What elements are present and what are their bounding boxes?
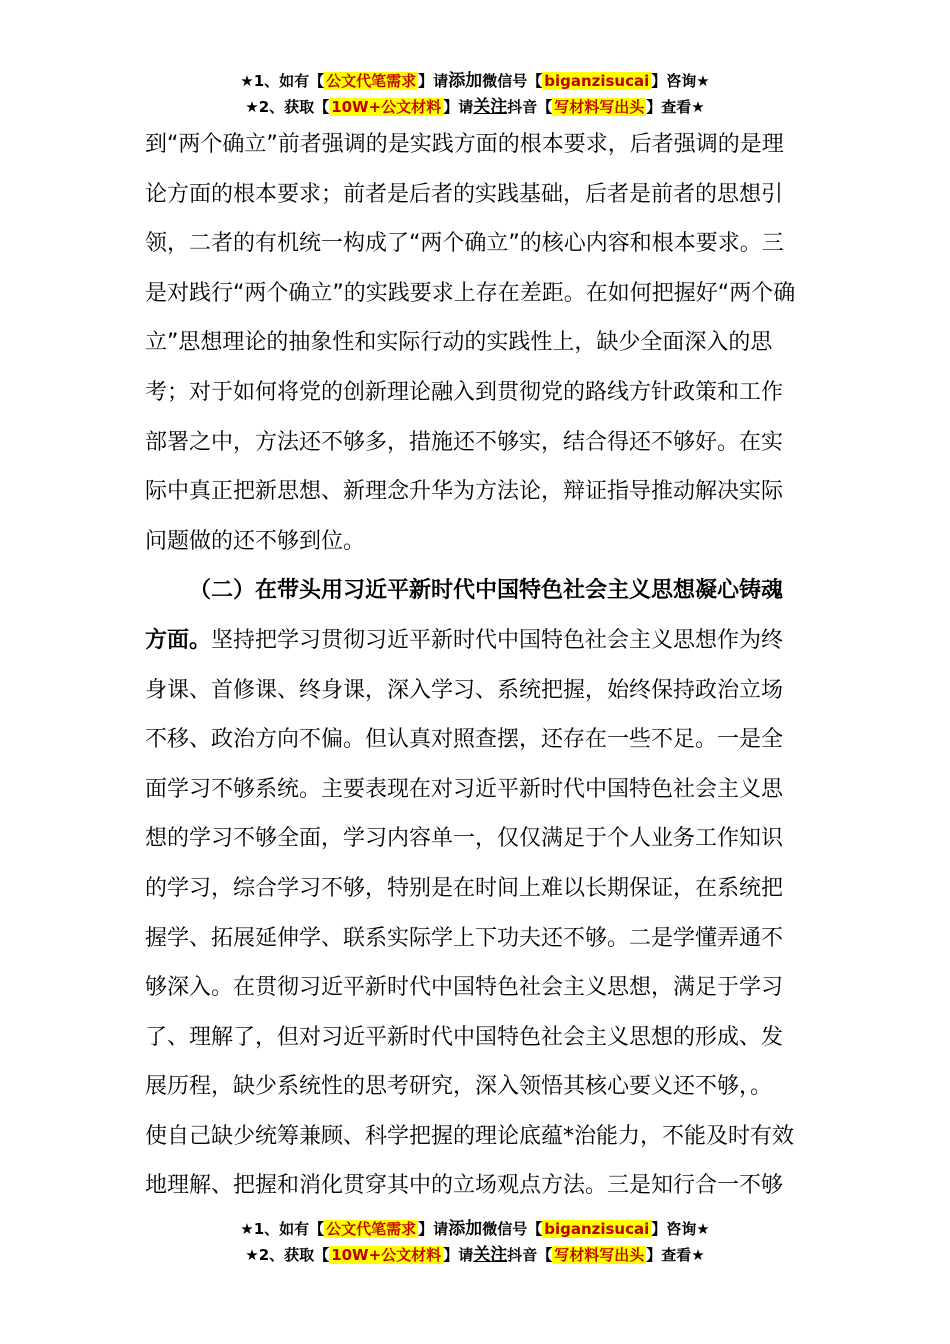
promo-text: 】请 [443,1246,474,1264]
promo-text: 】咨询★ [651,72,710,90]
paragraph-line: 际中真正把新思想、新理念升华为方法论，辩证指导推动解决实际 [145,479,784,505]
promo-text: 】请 [418,72,449,90]
promo-text: 】请 [418,1220,449,1238]
promo-text: 微信号【 [482,72,543,90]
paragraph-line: 是对践行“两个确立”的实践要求上存在差距。在如何把握好“两个确 [145,280,796,306]
paragraph-line: 到“两个确立”前者强调的是实践方面的根本要求，后者强调的是理 [145,132,784,157]
paragraph-line: 使自己缺少统筹兼顾、科学把握的理论底蕴*治能力，不能及时有效 [145,1123,795,1149]
promo-line-1 [0,68,950,94]
promo-text: 】查看★ [646,1246,705,1264]
paragraph-text: 坚持把学习贯彻习近平新时代中国特色社会主义思想作为终 [211,627,784,653]
promo-text: 】查看★ [646,98,705,116]
highlight-materials: 10W+公文材料 [331,1246,442,1264]
paragraph-line: 考；对于如何将党的创新理论融入到贯彻党的路线方针政策和工作 [145,379,784,405]
promo-line-2 [0,94,950,120]
paragraph-line: 问题做的还不够到位。 [145,528,366,554]
highlight-wechat-id: biganzisucai [544,1220,650,1238]
paragraph-line: 够深入。在贯彻习近平新时代中国特色社会主义思想，满足于学习 [145,975,784,1001]
promo-text: 微信号【 [482,1220,543,1238]
highlight-materials: 10W+公文材料 [331,98,442,116]
promo-line-1 [0,1216,950,1242]
paragraph-line: 论方面的根本要求；前者是后者的实践基础，后者是前者的思想引 [145,181,784,207]
highlight-wechat-id: biganzisucai [544,72,650,90]
promo-text: 】咨询★ [651,1220,710,1238]
paragraph-line: 面学习不够系统。主要表现在对习近平新时代中国特色社会主义思 [145,776,784,802]
section-heading-end: 方面。 [145,627,212,653]
promo-emphasis: 关注 [473,1245,508,1265]
promo-text: 抖音【 [507,1246,553,1264]
paragraph-line: 握学、拓展延伸学、联系实际学上下功夫还不够。二是学懂弄通不 [145,925,784,951]
paragraph-line: 地理解、把握和消化贯穿其中的立场观点方法。三是知行合一不够 [145,1173,784,1199]
promo-text: ★2、获取【 [245,98,330,116]
paragraph-line: 部署之中，方法还不够多，措施还不够实，结合得还不够好。在实 [145,429,784,455]
highlight-service: 公文代笔需求 [326,1220,417,1238]
paragraph-line: 了、理解了，但对习近平新时代中国特色社会主义思想的形成、发 [145,1024,784,1050]
top-promo-banner [0,68,950,120]
highlight-douyin-account: 写材料写出头 [554,98,645,116]
promo-emphasis: 添加 [448,71,483,91]
document-body [145,120,810,1211]
promo-emphasis: 添加 [448,1219,483,1239]
promo-emphasis: 关注 [473,97,508,117]
paragraph-line: 立”思想理论的抽象性和实际行动的实践性上，缺少全面深入的思 [145,330,773,356]
promo-text: 】请 [443,98,474,116]
promo-text: ★2、获取【 [245,1246,330,1264]
highlight-service: 公文代笔需求 [326,72,417,90]
paragraph-line: 领，二者的有机统一构成了“两个确立”的核心内容和根本要求。三 [145,231,784,257]
paragraph-line: 身课、首修课、终身课，深入学习、系统把握，始终保持政治立场 [145,677,784,703]
paragraph-line: 展历程，缺少系统性的思考研究，深入领悟其核心要义还不够，。 [145,1074,773,1100]
paragraph-line: 想的学习不够全面，学习内容单一，仅仅满足于个人业务工作知识 [145,826,784,852]
bottom-promo-banner [0,1216,950,1268]
promo-text: 抖音【 [507,98,553,116]
section-heading: （二）在带头用习近平新时代中国特色社会主义思想凝心铸魂 [189,578,784,604]
promo-line-2 [0,1242,950,1268]
promo-text: ★1、如有【 [240,1220,325,1238]
highlight-douyin-account: 写材料写出头 [554,1246,645,1264]
paragraph-line: 的学习，综合学习不够，特别是在时间上难以长期保证，在系统把 [145,875,784,901]
promo-text: ★1、如有【 [240,72,325,90]
paragraph-line [145,616,810,666]
paragraph-line: 不移、政治方向不偏。但认真对照查摆，还存在一些不足。一是全 [145,727,784,753]
